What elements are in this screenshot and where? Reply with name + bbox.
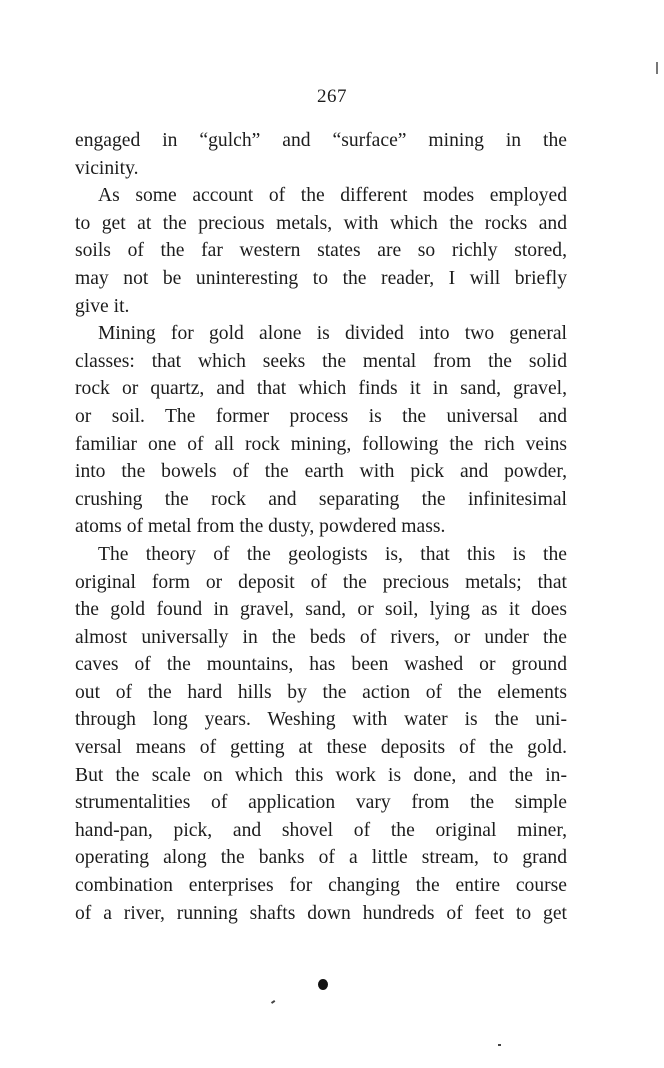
text-line: hand-pan, pick, and shovel of the original miner, bbox=[75, 819, 567, 841]
text-line: to get at the precious metals, with which the rocks and bbox=[75, 212, 567, 234]
text-line: strumentalities of application vary from the simple bbox=[75, 792, 567, 814]
text-line: vicinity. bbox=[75, 157, 139, 179]
text-line: versal means of getting at these deposits of the gold. bbox=[75, 737, 567, 759]
text-line: classes: that which seeks the mental from the solid bbox=[75, 350, 567, 372]
text-line: may not be uninteresting to the reader, I will briefly bbox=[75, 267, 567, 289]
ink-blot bbox=[318, 979, 328, 990]
body-text bbox=[75, 127, 567, 927]
paragraph bbox=[75, 320, 567, 541]
text-line: As some account of the different modes employed bbox=[98, 185, 567, 207]
paragraph bbox=[75, 127, 567, 182]
text-line: But the scale on which this work is done, and the in- bbox=[75, 764, 567, 786]
text-line: give it. bbox=[75, 295, 130, 317]
text-line: combination enterprises for changing the entire course bbox=[75, 875, 567, 897]
text-line: into the bowels of the earth with pick and powder, bbox=[75, 461, 567, 483]
text-line: rock or quartz, and that which finds it in sand, gravel, bbox=[75, 378, 567, 400]
scan-speck bbox=[271, 1000, 275, 1004]
text-line: the gold found in gravel, sand, or soil, lying as it does bbox=[75, 599, 567, 621]
text-line: of a river, running shafts down hundreds of feet to get bbox=[75, 902, 567, 924]
text-line: familiar one of all rock mining, following the rich veins bbox=[75, 433, 567, 455]
text-line: through long years. Weshing with water is the uni- bbox=[75, 709, 567, 731]
text-line: or soil. The former process is the universal and bbox=[75, 405, 567, 427]
scan-speck bbox=[498, 1044, 501, 1046]
paragraph bbox=[75, 182, 567, 320]
text-line: engaged in “gulch” and “surface” mining in the bbox=[75, 130, 567, 151]
scan-speck bbox=[656, 62, 658, 74]
text-line: operating along the banks of a little stream, to grand bbox=[75, 847, 567, 869]
text-line: Mining for gold alone is divided into two general bbox=[98, 323, 567, 345]
text-line: caves of the mountains, has been washed or ground bbox=[75, 654, 567, 676]
text-line: crushing the rock and separating the infinitesimal bbox=[75, 488, 567, 510]
page-number: 267 bbox=[317, 86, 347, 107]
text-line: almost universally in the beds of rivers, or under the bbox=[75, 626, 567, 648]
text-line: atoms of metal from the dusty, powdered mass. bbox=[75, 516, 446, 538]
paragraph bbox=[75, 541, 567, 927]
text-line: soils of the far western states are so richly stored, bbox=[75, 240, 567, 262]
text-line: out of the hard hills by the action of the elements bbox=[75, 681, 567, 703]
text-line: The theory of the geologists is, that this is the bbox=[98, 543, 567, 565]
text-line: original form or deposit of the precious metals; that bbox=[75, 571, 567, 593]
